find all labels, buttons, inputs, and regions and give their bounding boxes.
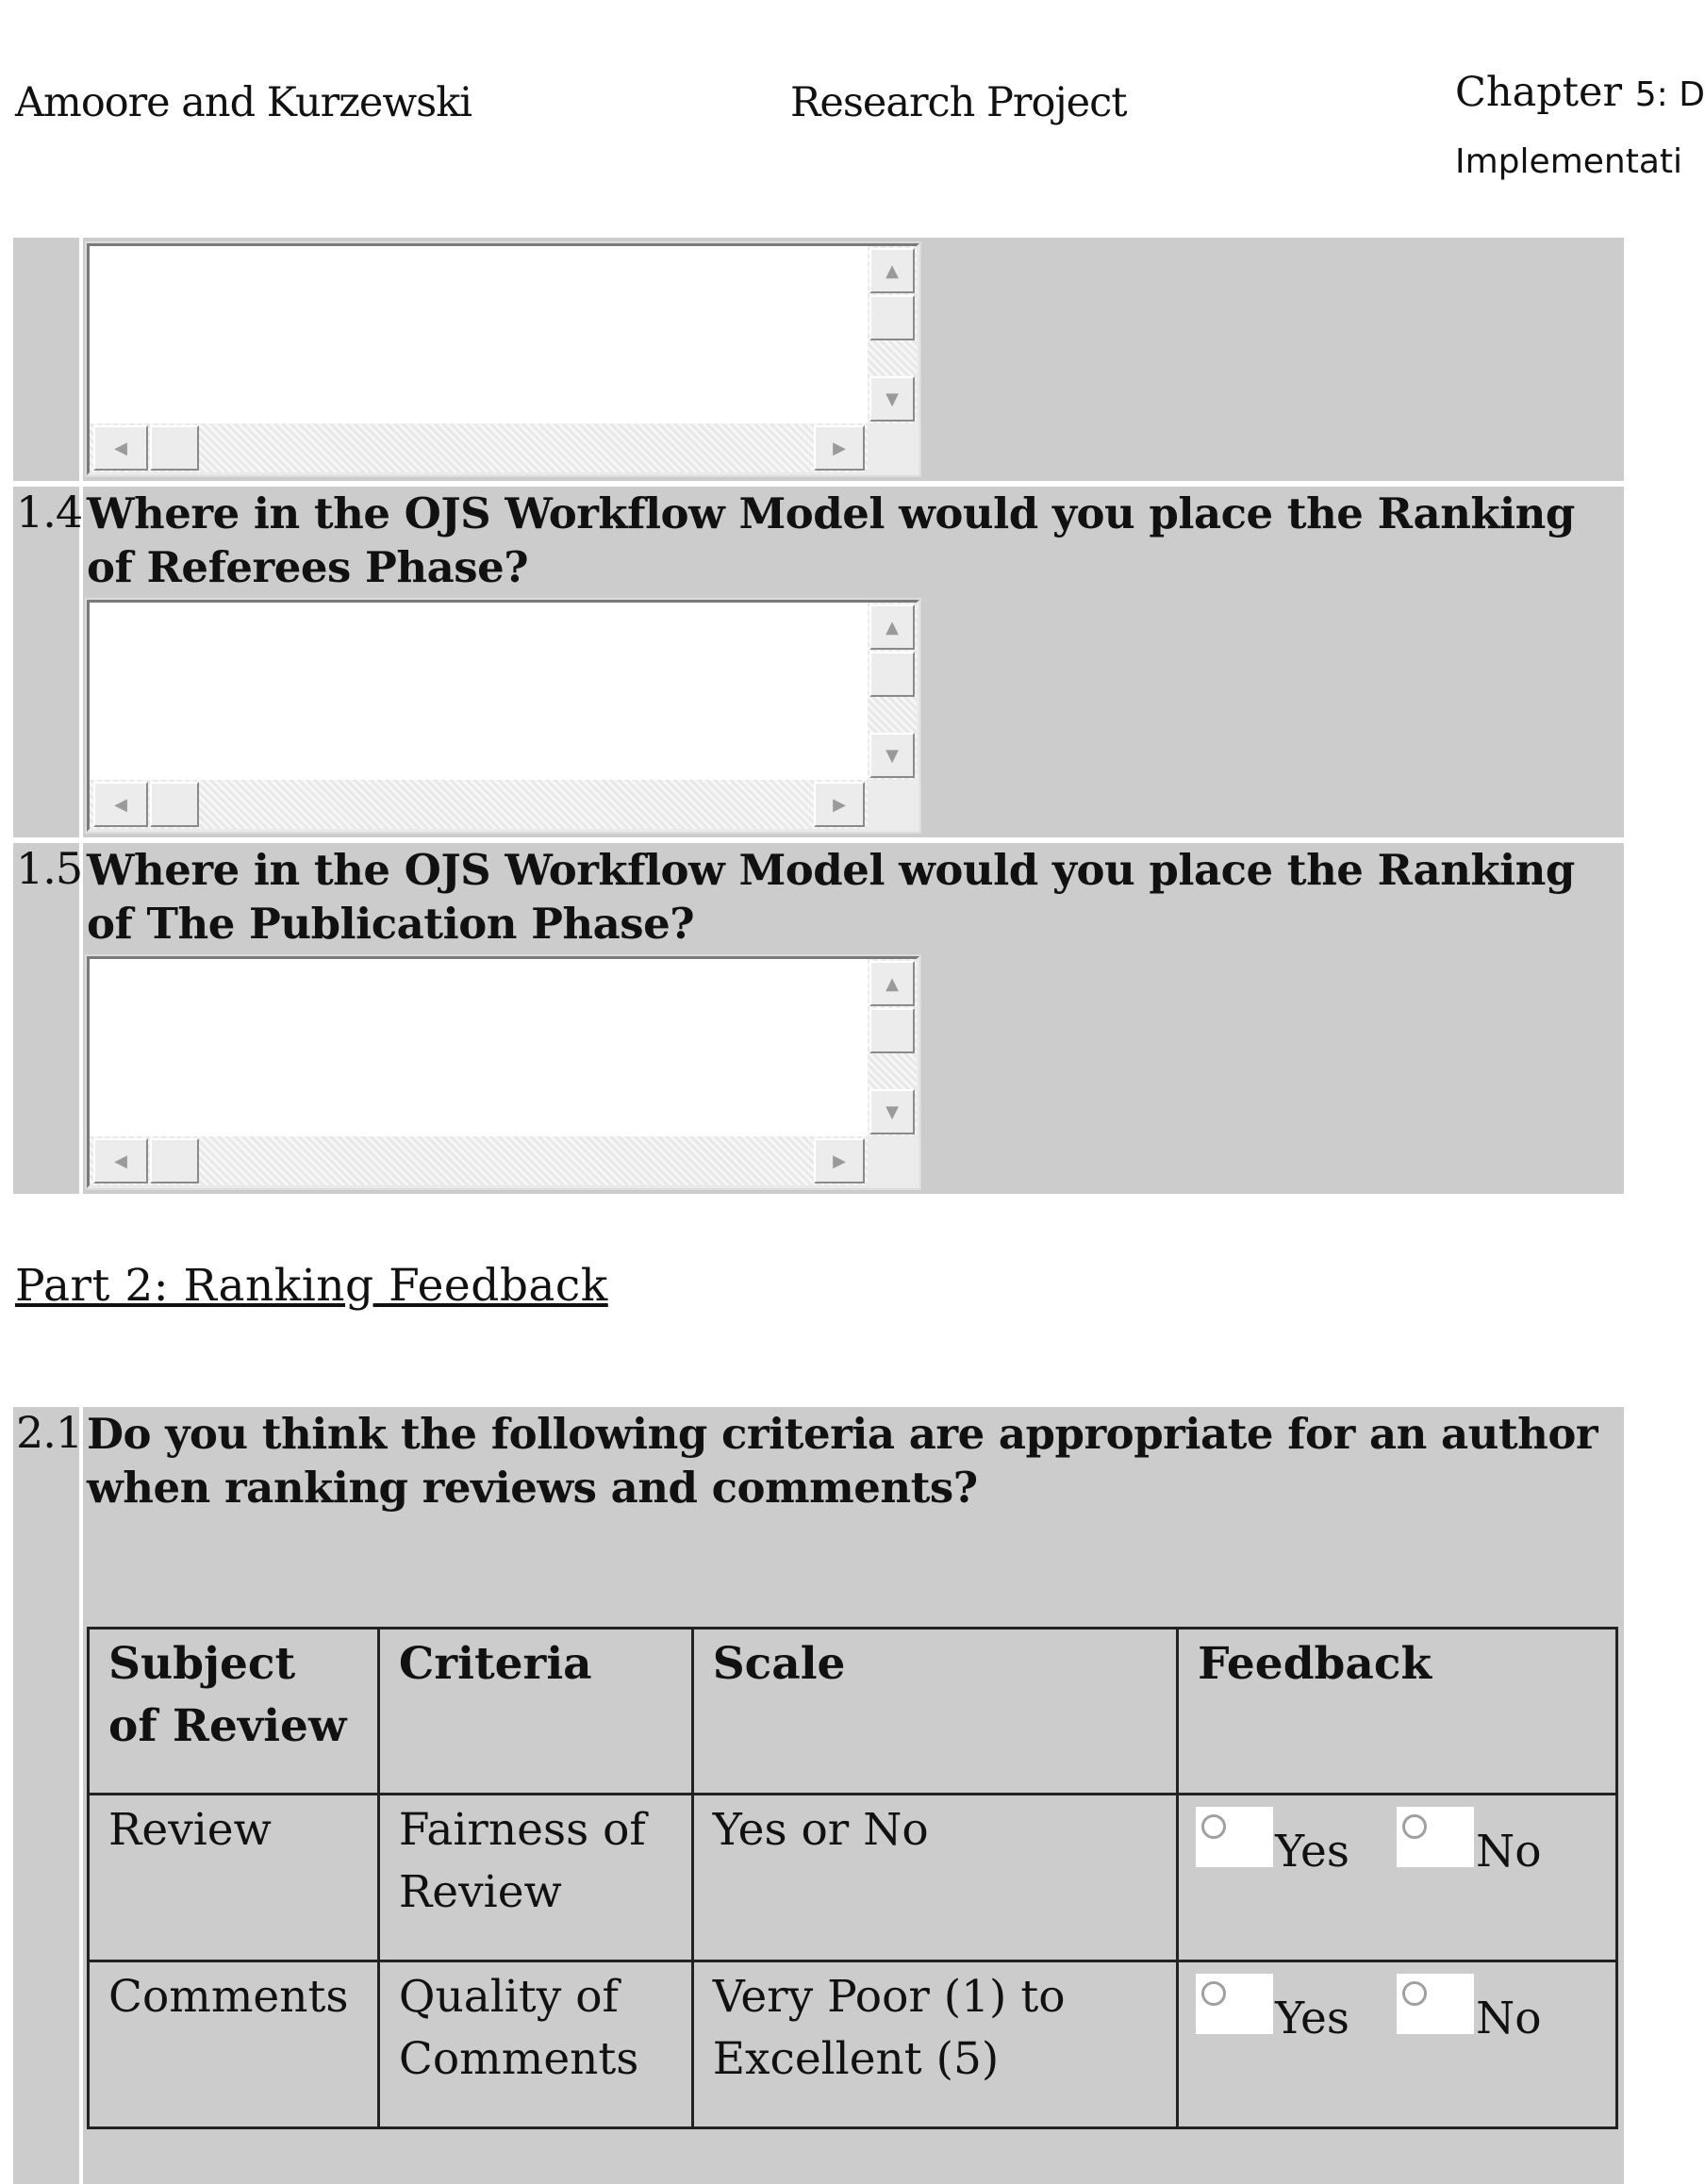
table-header-row [89,1629,1617,1795]
scroll-down-arrow-icon[interactable]: ▼ [869,733,915,778]
scroll-down-arrow-icon[interactable]: ▼ [869,376,915,422]
scroll-left-arrow-icon[interactable]: ◀ [93,782,148,827]
scroll-down-arrow-icon[interactable]: ▼ [869,1089,915,1134]
answer-textarea-1-5[interactable] [87,956,919,1188]
scroll-thumb[interactable] [869,295,915,340]
scroll-left-arrow-icon[interactable]: ◀ [93,1138,148,1183]
horizontal-scrollbar[interactable] [90,780,868,829]
feedback-options [1198,1966,1597,2126]
table-row [89,1961,1617,2128]
scroll-thumb[interactable] [150,425,199,471]
column-header-feedback: Feedback [1178,1629,1617,1795]
header-chapter [1455,60,1705,194]
horizontal-scrollbar[interactable] [90,423,868,472]
question-number: 2.1 [16,1407,83,1458]
scroll-up-arrow-icon[interactable]: ▲ [869,248,915,293]
scroll-thumb[interactable] [869,652,915,697]
criteria-table [87,1627,1618,2129]
scroll-right-arrow-icon[interactable]: ▶ [814,425,865,471]
radio-yes-label: Yes [1275,1993,1349,2044]
cell-subject: Comments [89,1961,379,2128]
table-row [89,1795,1617,1961]
header-chapter-subtitle: Implementati [1455,142,1683,181]
vertical-scrollbar[interactable] [868,246,917,425]
cell-scale: Very Poor (1) to Excellent (5) [692,1961,1177,2128]
radio-no[interactable] [1397,1807,1474,1867]
form-row-1-3-continued [13,238,1624,481]
cell-feedback [1178,1795,1617,1961]
cell-scale: Yes or No [692,1795,1177,1961]
cell-criteria: Quality of Comments [378,1961,692,2128]
row-divider [79,843,83,1194]
radio-button-icon[interactable] [1201,1814,1226,1839]
scroll-up-arrow-icon[interactable]: ▲ [869,604,915,650]
answer-textarea-1-4[interactable] [87,600,919,832]
column-header-subject: Subject of Review [89,1629,379,1795]
radio-no-label: No [1476,1993,1542,2044]
scroll-thumb[interactable] [150,1138,199,1183]
row-divider [79,238,83,481]
scrollbar-corner [868,1136,917,1185]
radio-button-icon[interactable] [1201,1981,1226,2006]
row-divider [79,487,83,837]
scroll-up-arrow-icon[interactable]: ▲ [869,961,915,1006]
feedback-options [1198,1799,1597,1960]
radio-yes[interactable] [1196,1974,1273,2034]
question-text: Where in the OJS Workflow Model would you place the Ranking of Referees Phase? [87,488,1575,592]
column-header-criteria: Criteria [378,1629,692,1795]
scroll-right-arrow-icon[interactable]: ▶ [814,782,865,827]
radio-button-icon[interactable] [1402,1981,1427,2006]
cell-criteria: Fairness of Review [378,1795,692,1961]
scrollbar-corner [868,780,917,829]
column-header-scale: Scale [692,1629,1177,1795]
answer-textarea-1-3[interactable] [87,243,919,475]
scroll-right-arrow-icon[interactable]: ▶ [814,1138,865,1183]
question-number: 1.5 [16,843,83,894]
radio-yes-label: Yes [1275,1826,1349,1878]
scroll-thumb[interactable] [869,1008,915,1053]
vertical-scrollbar[interactable] [868,603,917,782]
part2-heading: Part 2: Ranking Feedback [15,1260,608,1312]
radio-no-label: No [1476,1826,1542,1878]
radio-no[interactable] [1397,1974,1474,2034]
radio-button-icon[interactable] [1402,1814,1427,1839]
header-chapter-word: Chapter [1455,69,1623,116]
form-row-1-4 [13,487,1624,837]
question-number: 1.4 [16,487,83,538]
cell-feedback [1178,1961,1617,2128]
header-title: Research Project [790,79,1127,126]
scroll-left-arrow-icon[interactable]: ◀ [93,425,148,471]
question-text: Where in the OJS Workflow Model would you place the Ranking of The Publication Phase? [87,845,1575,949]
horizontal-scrollbar[interactable] [90,1136,868,1185]
scrollbar-corner [868,423,917,472]
header-authors: Amoore and Kurzewski [15,79,472,126]
radio-yes[interactable] [1196,1807,1273,1867]
row-divider [79,1407,83,2184]
vertical-scrollbar[interactable] [868,959,917,1138]
form-row-1-5 [13,843,1624,1194]
question-text: Do you think the following criteria are appropriate for an author when ranking reviews and comments? [87,1409,1598,1513]
cell-subject: Review [89,1795,379,1961]
header-chapter-number: 5: D [1634,75,1705,114]
scroll-thumb[interactable] [150,782,199,827]
